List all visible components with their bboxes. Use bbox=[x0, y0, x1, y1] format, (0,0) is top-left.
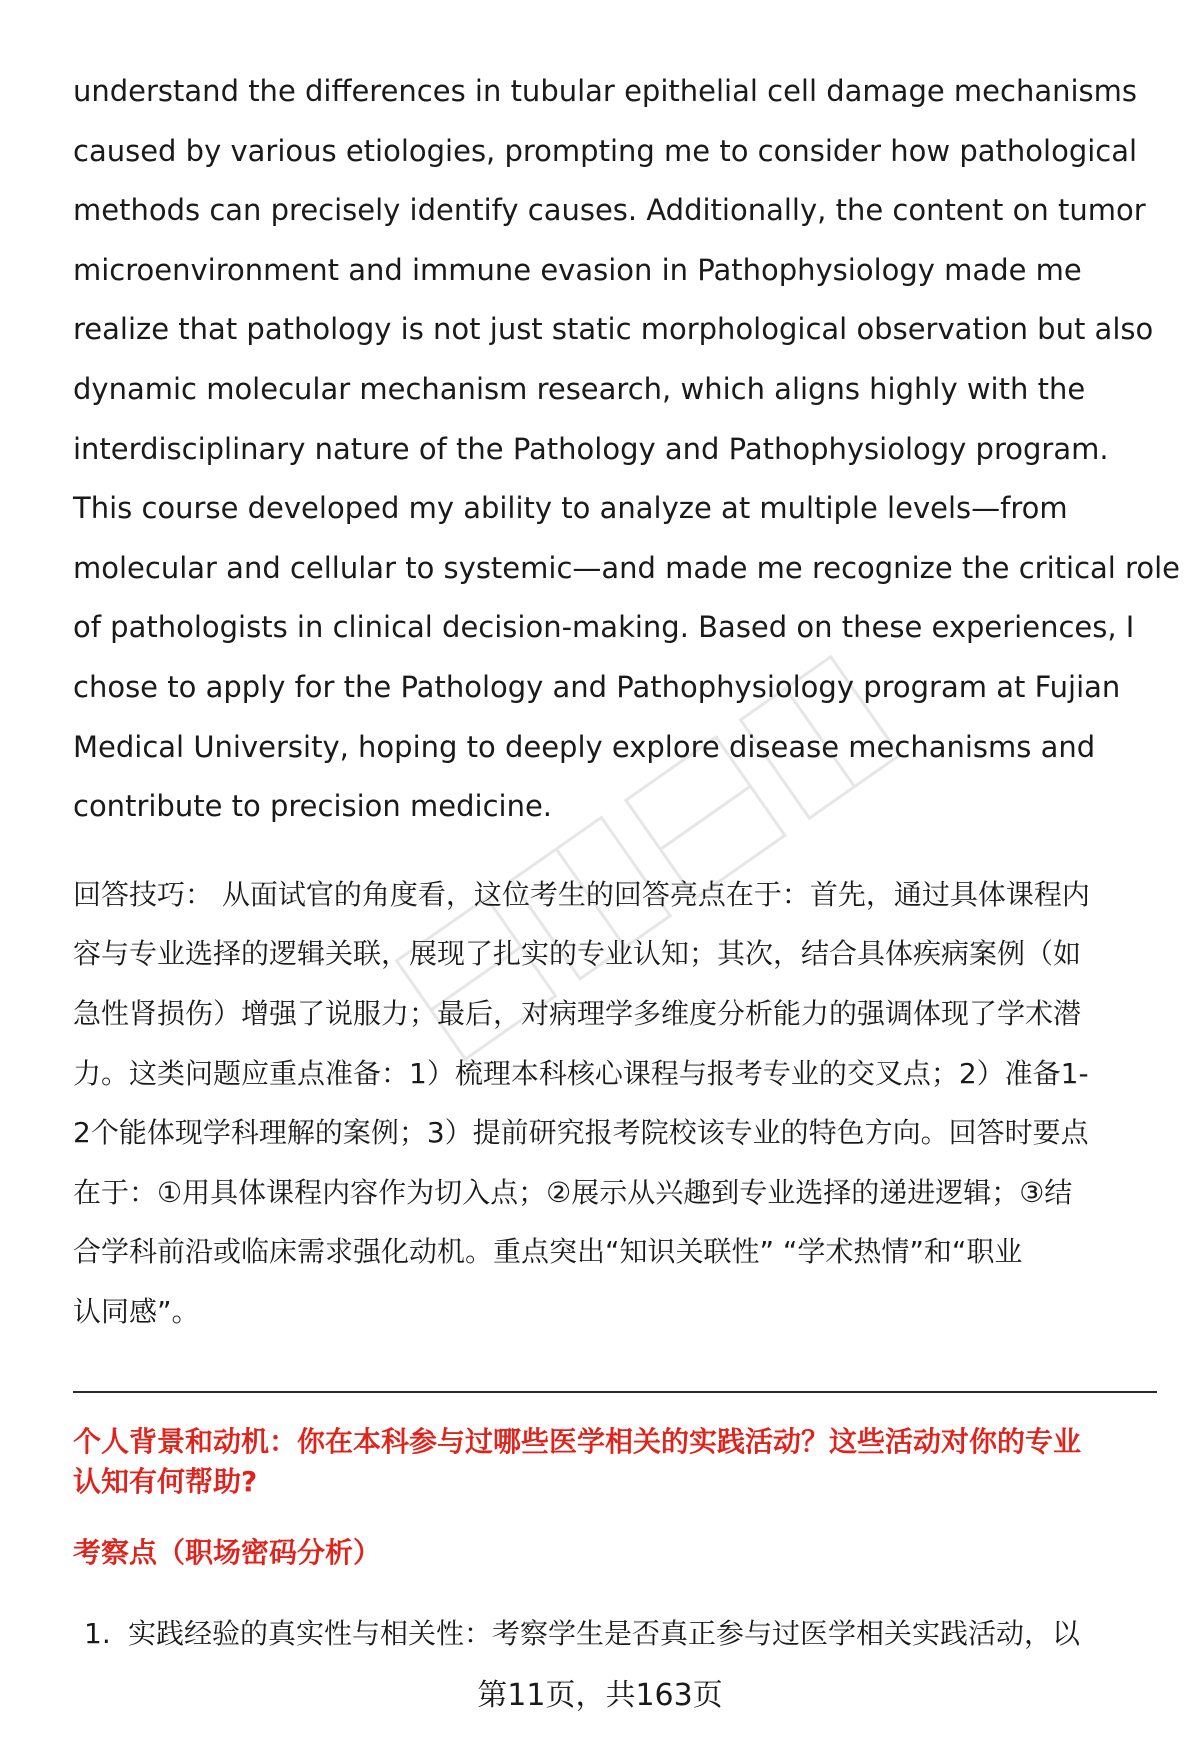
answer-line: understand the differences in tubular epithelial cell damage mechanisms bbox=[73, 74, 1138, 108]
tips-line: 力。这类问题应重点准备：1）梳理本科核心课程与报考专业的交叉点；2）准备1- bbox=[73, 1056, 1089, 1090]
answer-line: molecular and cellular to systemic—and made me recognize the critical role bbox=[73, 550, 1180, 585]
answer-line: methods can precisely identify causes. Additionally, the content on tumor bbox=[73, 193, 1146, 228]
tips-line: 2个能体现学科理解的案例；3）提前研究报考院校该专业的特色方向。回答时要点 bbox=[73, 1116, 1089, 1150]
list-item-text: 实践经验的真实性与相关性：考察学生是否真正参与过医学相关实践活动，以 bbox=[128, 1617, 1081, 1650]
page-body bbox=[73, 62, 1180, 1341]
tips-line: 急性肾损伤）增强了说服力；最后，对病理学多维度分析能力的强调体现了学术潜 bbox=[73, 996, 1082, 1030]
answer-line: interdisciplinary nature of the Pathology and Pathophysiology program. bbox=[73, 431, 1109, 466]
question-heading bbox=[73, 1422, 1163, 1502]
tips-line: 在于：①用具体课程内容作为切入点；②展示从兴趣到专业选择的递进逻辑；③结 bbox=[73, 1175, 1073, 1209]
answer-paragraph bbox=[73, 62, 1180, 837]
page-number: 第11页，共163页 bbox=[477, 1678, 723, 1713]
section-divider bbox=[73, 1391, 1157, 1393]
tips-line: 认同感”。 bbox=[73, 1294, 200, 1328]
answer-line: contribute to precision medicine. bbox=[73, 789, 553, 824]
list-item bbox=[84, 1614, 1080, 1654]
list-item-number: 1. bbox=[84, 1617, 111, 1650]
answer-line: Medical University, hoping to deeply explore disease mechanisms and bbox=[73, 729, 1096, 764]
answer-tips bbox=[73, 865, 1163, 1342]
answer-line: caused by various etiologies, prompting me to consider how pathological bbox=[73, 133, 1138, 168]
assessment-points-heading: 考察点（职场密码分析） bbox=[73, 1536, 382, 1569]
question-line: 个人背景和动机：你在本科参与过哪些医学相关的实践活动？这些活动对你的专业 bbox=[73, 1425, 1082, 1458]
tips-line: 合学科前沿或临床需求强化动机。重点突出“知识关联性” “学术热情”和“职业 bbox=[73, 1235, 1023, 1269]
answer-line: of pathologists in clinical decision-making. Based on these experiences, I bbox=[73, 610, 1135, 645]
answer-line: chose to apply for the Pathology and Pathophysiology program at Fujian bbox=[73, 669, 1121, 704]
answer-line: dynamic molecular mechanism research, which aligns highly with the bbox=[73, 371, 1086, 406]
tips-line: 容与专业选择的逻辑关联，展现了扎实的专业认知；其次，结合具体疾病案例（如 bbox=[73, 937, 1082, 971]
question-line: 认知有何帮助? bbox=[73, 1465, 258, 1498]
answer-line: microenvironment and immune evasion in Pathophysiology made me bbox=[73, 252, 1082, 287]
answer-line: realize that pathology is not just static morphological observation but also bbox=[73, 312, 1154, 347]
answer-line: This course developed my ability to analyze at multiple levels—from bbox=[73, 491, 1068, 526]
tips-line: 回答技巧： 从面试官的角度看，这位考生的回答亮点在于：首先，通过具体课程内 bbox=[73, 877, 1090, 911]
